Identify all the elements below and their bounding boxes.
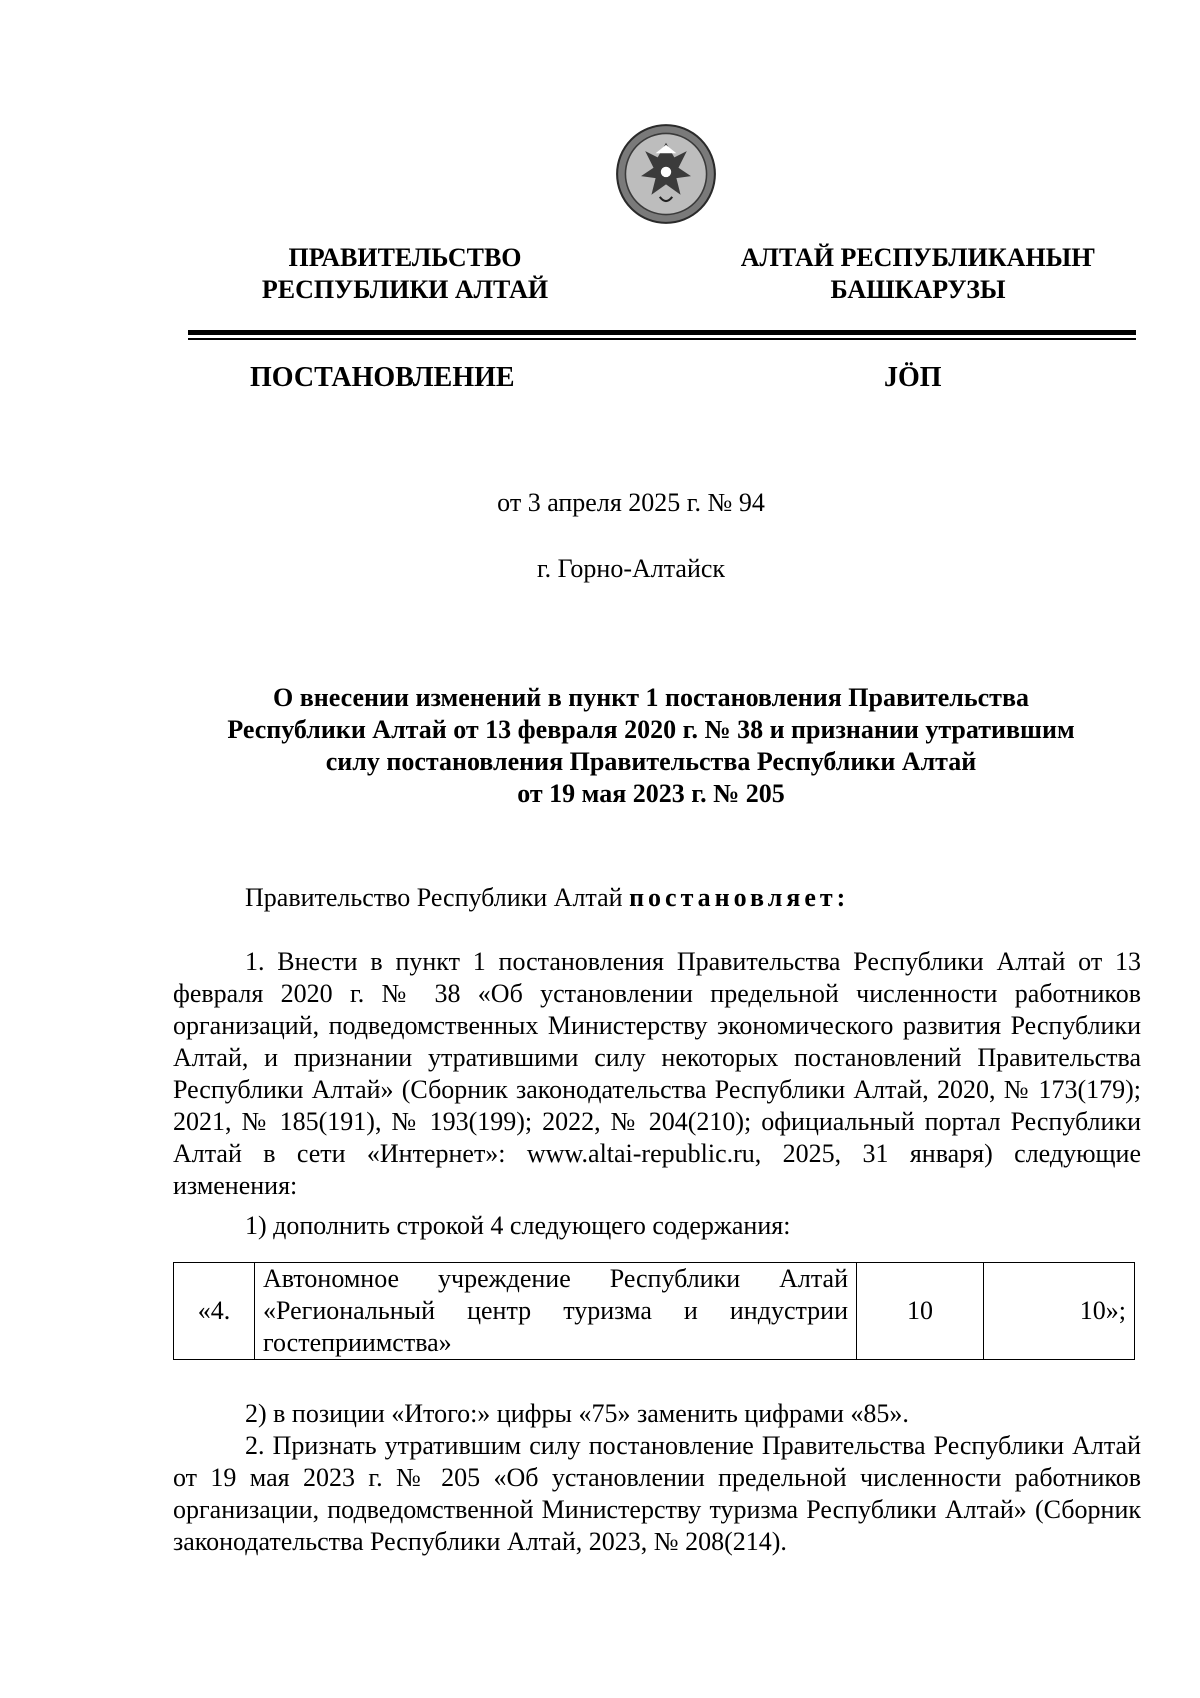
header-left-line2: РЕСПУБЛИКИ АЛТАЙ [261,275,549,304]
title-line: силу постановления Правительства Республики Алтай [325,747,977,776]
city: г. Горно-Алтайск [536,554,726,583]
table-cell-organization: Автономное учреждение Республики Алтай «Региональный центр туризма и индустрии гостеприимства» [255,1263,857,1360]
republic-emblem [614,122,718,226]
table-cell-number: «4. [174,1263,255,1360]
date-number: от 3 апреля 2025 г. № 94 [497,488,765,517]
header-left [218,242,592,306]
table-cell-value-1: 10 [857,1263,984,1360]
document-title [170,682,1132,810]
amendment-table [173,1262,1135,1360]
subitem-2: 2) в позиции «Итого:» цифры «75» заменить цифрами «85». [245,1399,909,1428]
header-right-line1: АЛТАЙ РЕСПУБЛИКАНЫҤ [740,243,1096,272]
header-left-line1: ПРАВИТЕЛЬСТВО [288,243,522,272]
intro-verb: постановляет: [629,883,850,912]
item-2-paragraph: 2. Признать утратившим силу постановление Правительства Республики Алтай от 19 мая 2023 г. № 205 «Об установлении предельной численности работников организации, подведомственной Министерству туризма Республики Алтай» (Сборник законодательства Республики Алтай, 2023, № 208(214). [173,1431,1141,1556]
item-1-paragraph: 1. Внести в пункт 1 постановления Правительства Республики Алтай от 13 февраля 2020 г. № 38 «Об установлении предельной численности работников организаций, подведомственных Министерству экономического развития Республики Алтай, и признании утратившими силу некоторых постановлений Правительства Республики Алтай» (Сборник законодательства Республики Алтай, 2020, № 173(179); 2021, № 185(191), № 193(199); 2022, № 204(210); официальный портал Республики Алтай в сети «Интернет»: www.altai-republic.ru, 2025, 31 января) следующие изменения: [173,947,1141,1200]
table-cell-value-2: 10»; [984,1263,1135,1360]
header-divider-thick [188,330,1136,335]
header-divider-thin [188,338,1136,340]
subitem-1: 1) дополнить строкой 4 следующего содержания: [245,1211,791,1240]
doc-type-russian: ПОСТАНОВЛЕНИЕ [250,362,515,393]
intro-paragraph [173,882,1141,914]
doc-type-altai: JӦП [884,362,942,393]
table-row [174,1263,1135,1360]
intro-text: Правительство Республики Алтай [245,883,630,912]
title-line: О внесении изменений в пункт 1 постановления Правительства [273,683,1029,712]
header-right [712,242,1124,306]
title-line: Республики Алтай от 13 февраля 2020 г. № 38 и признании утратившим [227,715,1075,744]
header-right-line2: БАШКАРУЗЫ [830,275,1006,304]
title-line: от 19 мая 2023 г. № 205 [517,779,785,808]
